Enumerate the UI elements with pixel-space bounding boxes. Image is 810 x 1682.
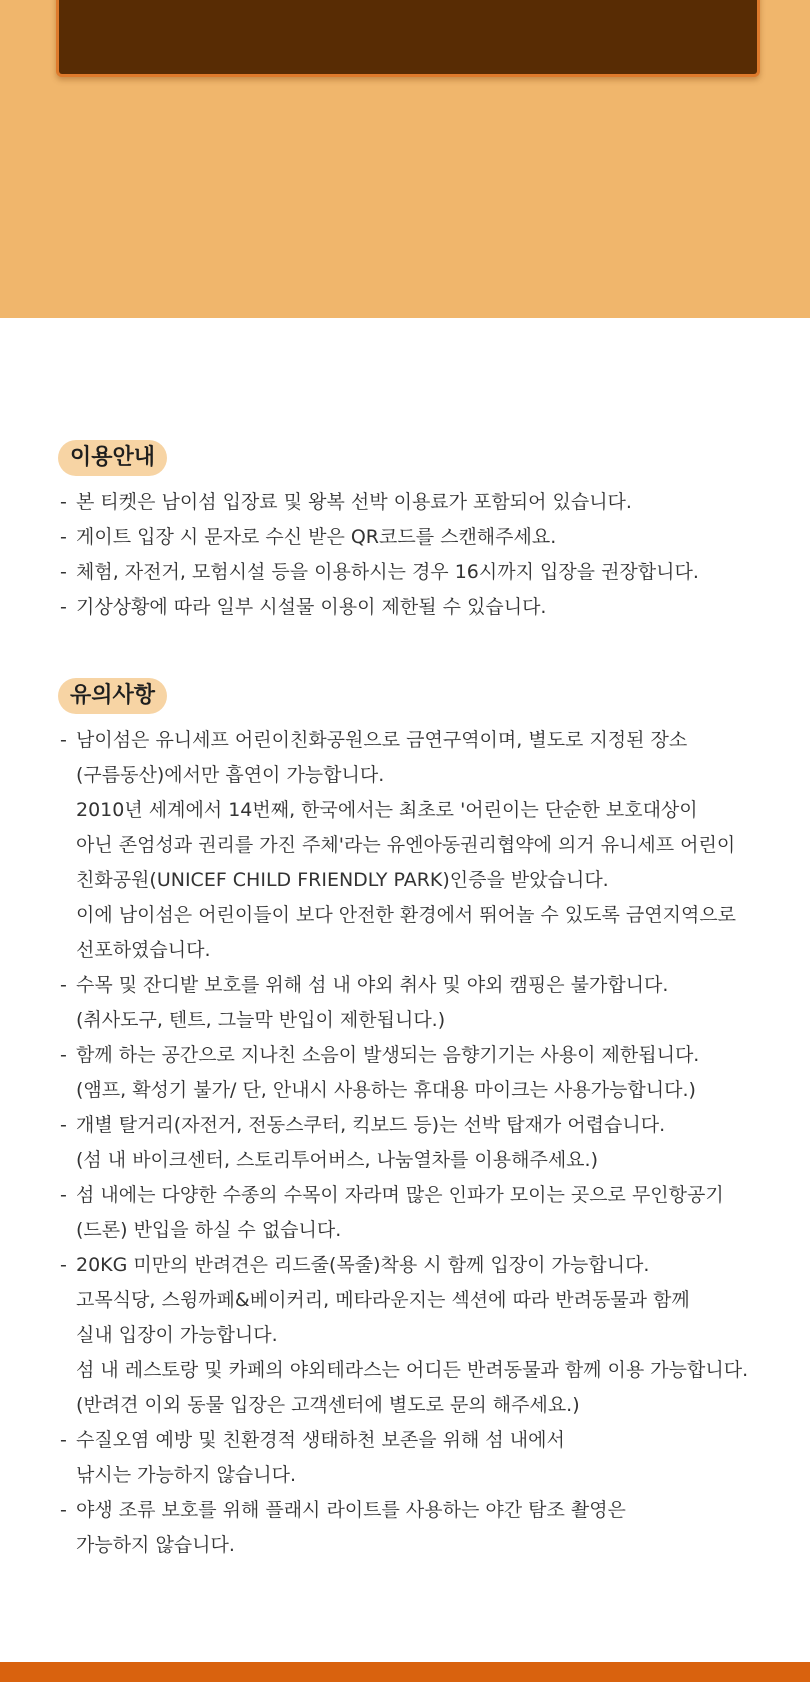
list-item-text: (반려견 이외 동물 입장은 고객센터에 별도로 문의 해주세요.) xyxy=(76,1394,580,1416)
list-item-text: 섬 내에는 다양한 수종의 수목이 자라며 많은 인파가 모이는 곳으로 무인항공기 xyxy=(76,1184,724,1206)
list-item xyxy=(58,1423,778,1493)
list-item-text: 체험, 자전거, 모험시설 등을 이용하시는 경우 16시까지 입장을 권장합니다. xyxy=(76,561,699,583)
list-item-text: 실내 입장이 가능합니다. xyxy=(76,1324,278,1346)
list-item-text: 낚시는 가능하지 않습니다. xyxy=(76,1464,297,1486)
list-item xyxy=(58,590,778,625)
list-item-text: 기상상황에 따라 일부 시설물 이용이 제한될 수 있습니다. xyxy=(76,596,547,618)
list-bullet: - xyxy=(60,1429,67,1451)
ticket-info-card xyxy=(56,0,760,77)
list-bullet: - xyxy=(60,1184,67,1206)
list-item-text: 아닌 존엄성과 권리를 가진 주체'라는 유엔아동권리협약에 의거 유니세프 어린이 xyxy=(76,834,736,856)
list-item-text: 섬 내 레스토랑 및 카페의 야외테라스는 어디든 반려동물과 함께 이용 가능합니다. xyxy=(76,1359,749,1381)
list-bullet: - xyxy=(60,1499,67,1521)
list-item-text: 이에 남이섬은 어린이들이 보다 안전한 환경에서 뛰어놀 수 있도록 금연지역으로 xyxy=(76,904,737,926)
list-item-text: 본 티켓은 남이섬 입장료 및 왕복 선박 이용료가 포함되어 있습니다. xyxy=(76,491,632,513)
notice-list xyxy=(58,723,778,1563)
list-bullet: - xyxy=(60,1044,67,1066)
list-item-text: 함께 하는 공간으로 지나친 소음이 발생되는 음향기기는 사용이 제한됩니다. xyxy=(76,1044,700,1066)
list-item-text: 게이트 입장 시 문자로 수신 받은 QR코드를 스캔해주세요. xyxy=(76,526,557,548)
list-item xyxy=(58,1493,778,1563)
list-item-text: (구름동산)에서만 흡연이 가능합니다. xyxy=(76,764,385,786)
list-item xyxy=(58,723,778,968)
list-item xyxy=(58,1248,778,1423)
bottom-banner-strip xyxy=(0,1662,810,1682)
list-bullet: - xyxy=(60,526,67,548)
list-item-text: 남이섬은 유니세프 어린이친화공원으로 금연구역이며, 별도로 지정된 장소 xyxy=(76,729,688,751)
list-bullet: - xyxy=(60,491,67,513)
list-item-text: 수질오염 예방 및 친환경적 생태하천 보존을 위해 섬 내에서 xyxy=(76,1429,565,1451)
list-item-text: (드론) 반입을 하실 수 없습니다. xyxy=(76,1219,342,1241)
list-item xyxy=(58,1178,778,1248)
list-item-text: (앰프, 확성기 불가/ 단, 안내시 사용하는 휴대용 마이크는 사용가능합니다.) xyxy=(76,1079,696,1101)
usage-guide-list xyxy=(58,485,778,625)
list-item-text: 야생 조류 보호를 위해 플래시 라이트를 사용하는 야간 탐조 촬영은 xyxy=(76,1499,626,1521)
list-item-text: 개별 탈거리(자전거, 전동스쿠터, 킥보드 등)는 선박 탑재가 어렵습니다. xyxy=(76,1114,666,1136)
list-bullet: - xyxy=(60,1114,67,1136)
list-bullet: - xyxy=(60,561,67,583)
list-item-text: 가능하지 않습니다. xyxy=(76,1534,235,1556)
usage-guide-section xyxy=(58,440,778,625)
top-banner-background xyxy=(0,0,810,318)
list-item-text: 20KG 미만의 반려견은 리드줄(목줄)착용 시 함께 입장이 가능합니다. xyxy=(76,1254,650,1276)
list-item-text: 고목식당, 스윙까페&베이커리, 메타라운지는 섹션에 따라 반려동물과 함께 xyxy=(76,1289,690,1311)
notice-section xyxy=(58,678,778,1563)
list-bullet: - xyxy=(60,1254,67,1276)
usage-guide-title: 이용안내 xyxy=(58,440,167,476)
notice-title: 유의사항 xyxy=(58,678,167,714)
list-bullet: - xyxy=(60,729,67,751)
list-item xyxy=(58,520,778,555)
list-item xyxy=(58,485,778,520)
list-bullet: - xyxy=(60,596,67,618)
list-item xyxy=(58,1038,778,1108)
list-item xyxy=(58,1108,778,1178)
list-item-text: 수목 및 잔디밭 보호를 위해 섬 내 야외 취사 및 야외 캠핑은 불가합니다. xyxy=(76,974,669,996)
list-item-text: (섬 내 바이크센터, 스토리투어버스, 나눔열차를 이용해주세요.) xyxy=(76,1149,598,1171)
list-item xyxy=(58,555,778,590)
list-bullet: - xyxy=(60,974,67,996)
list-item-text: 선포하였습니다. xyxy=(76,939,211,961)
list-item-text: 친화공원(UNICEF CHILD FRIENDLY PARK)인증을 받았습니다. xyxy=(76,869,609,891)
list-item-text: (취사도구, 텐트, 그늘막 반입이 제한됩니다.) xyxy=(76,1009,446,1031)
list-item xyxy=(58,968,778,1038)
list-item-text: 2010년 세계에서 14번째, 한국에서는 최초로 '어린이는 단순한 보호대상이 xyxy=(76,799,698,821)
